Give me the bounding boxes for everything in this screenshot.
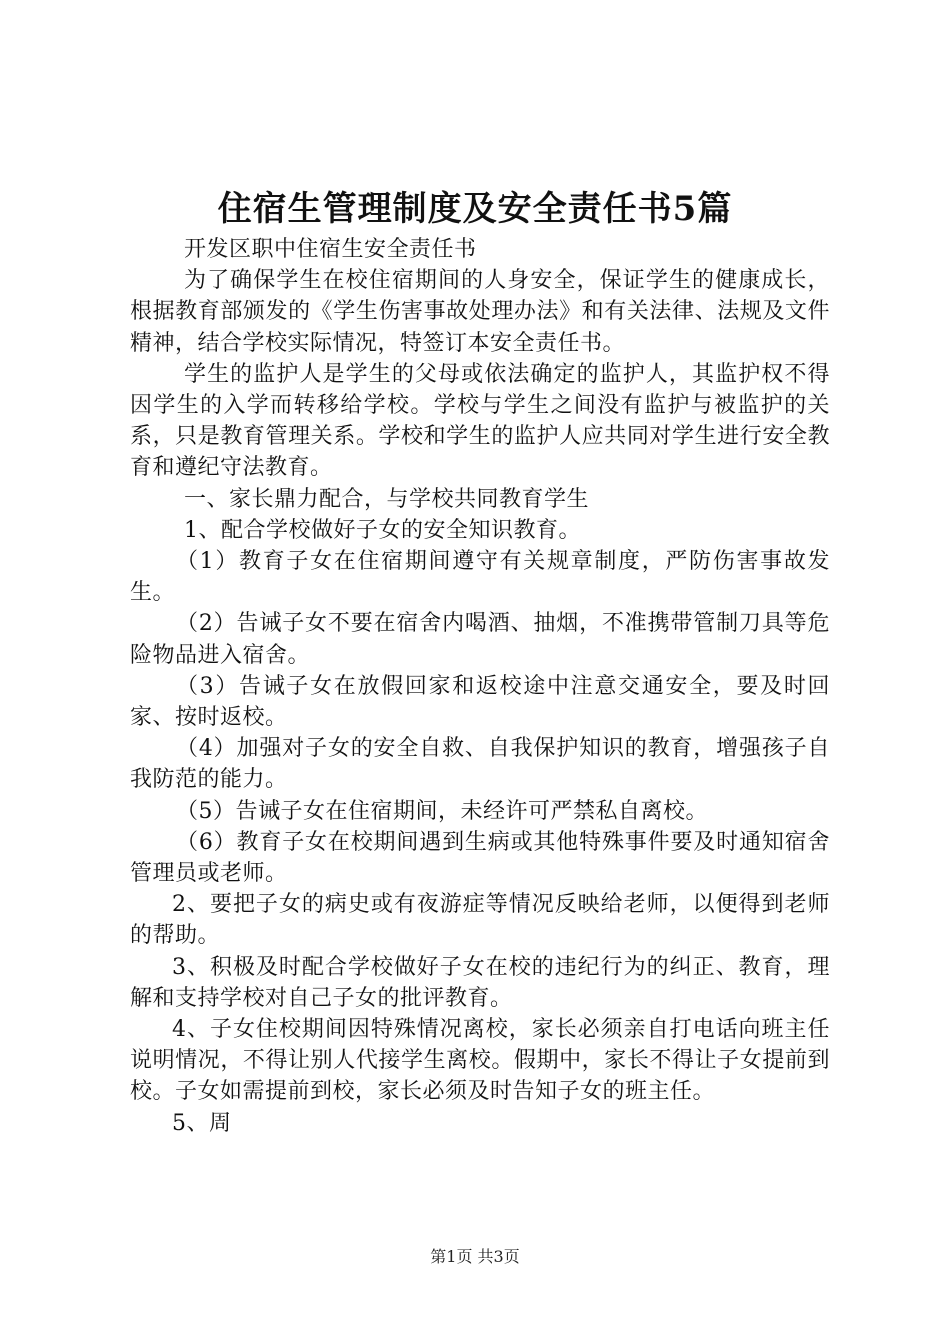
list-item-4: 4、子女住校期间因特殊情况离校，家长必须亲自打电话向班主任说明情况，不得让别人代接学生离校。假期中，家长不得让子女提前到校。子女如需提前到校，家长必须及时告知子女的班主任。 [130, 1017, 830, 1105]
sub-item-6: （6）教育子女在校期间遇到生病或其他特殊事件要及时通知宿舍管理员或老师。 [130, 829, 830, 887]
list-item-3: 3、积极及时配合学校做好子女在校的违纪行为的纠正、教育，理解和支持学校对自己子女的批评教育。 [130, 954, 830, 1011]
paragraph-intro: 为了确保学生在校住宿期间的人身安全，保证学生的健康成长，根据教育部颁发的《学生伤害事故处理办法》和有关法律、法规及文件精神，结合学校实际情况，特签订本安全责任书。 [130, 268, 830, 356]
sub-item-4: （4）加强对子女的安全自救、自我保护知识的教育，增强孩子自我防范的能力。 [130, 736, 830, 793]
section-heading-1: 一、家长鼎力配合，与学校共同教育学生 [184, 486, 590, 512]
list-item-2: 2、要把子女的病史或有夜游症等情况反映给老师，以便得到老师的帮助。 [130, 892, 830, 949]
list-item-1: 1、配合学校做好子女的安全知识教育。 [184, 517, 581, 543]
paragraph-subtitle: 开发区职中住宿生安全责任书 [184, 237, 477, 262]
sub-item-3: （3）告诫子女在放假回家和返校途中注意交通安全，要及时回家、按时返校。 [130, 673, 830, 731]
document-body [130, 234, 830, 1139]
sub-item-1: （1）教育子女在住宿期间遵守有关规章制度，严防伤害事故发生。 [130, 549, 830, 606]
sub-item-2: （2）告诫子女不要在宿舍内喝酒、抽烟，不准携带管制刀具等危险物品进入宿舍。 [130, 611, 830, 668]
page-number: 第1页 共3页 [430, 1247, 520, 1266]
list-item-5: 5、周 [172, 1110, 232, 1136]
sub-item-5: （5）告诫子女在住宿期间，未经许可严禁私自离校。 [176, 798, 708, 824]
paragraph-guardian: 学生的监护人是学生的父母或依法确定的监护人，其监护权不得因学生的入学而转移给学校。学校与学生之间没有监护与被监护的关系，只是教育管理关系。学校和学生的监护人应共同对学生进行安全教育和遵纪守法教育。 [130, 361, 830, 481]
document-title: 住宿生管理制度及安全责任书5篇 [217, 189, 733, 229]
